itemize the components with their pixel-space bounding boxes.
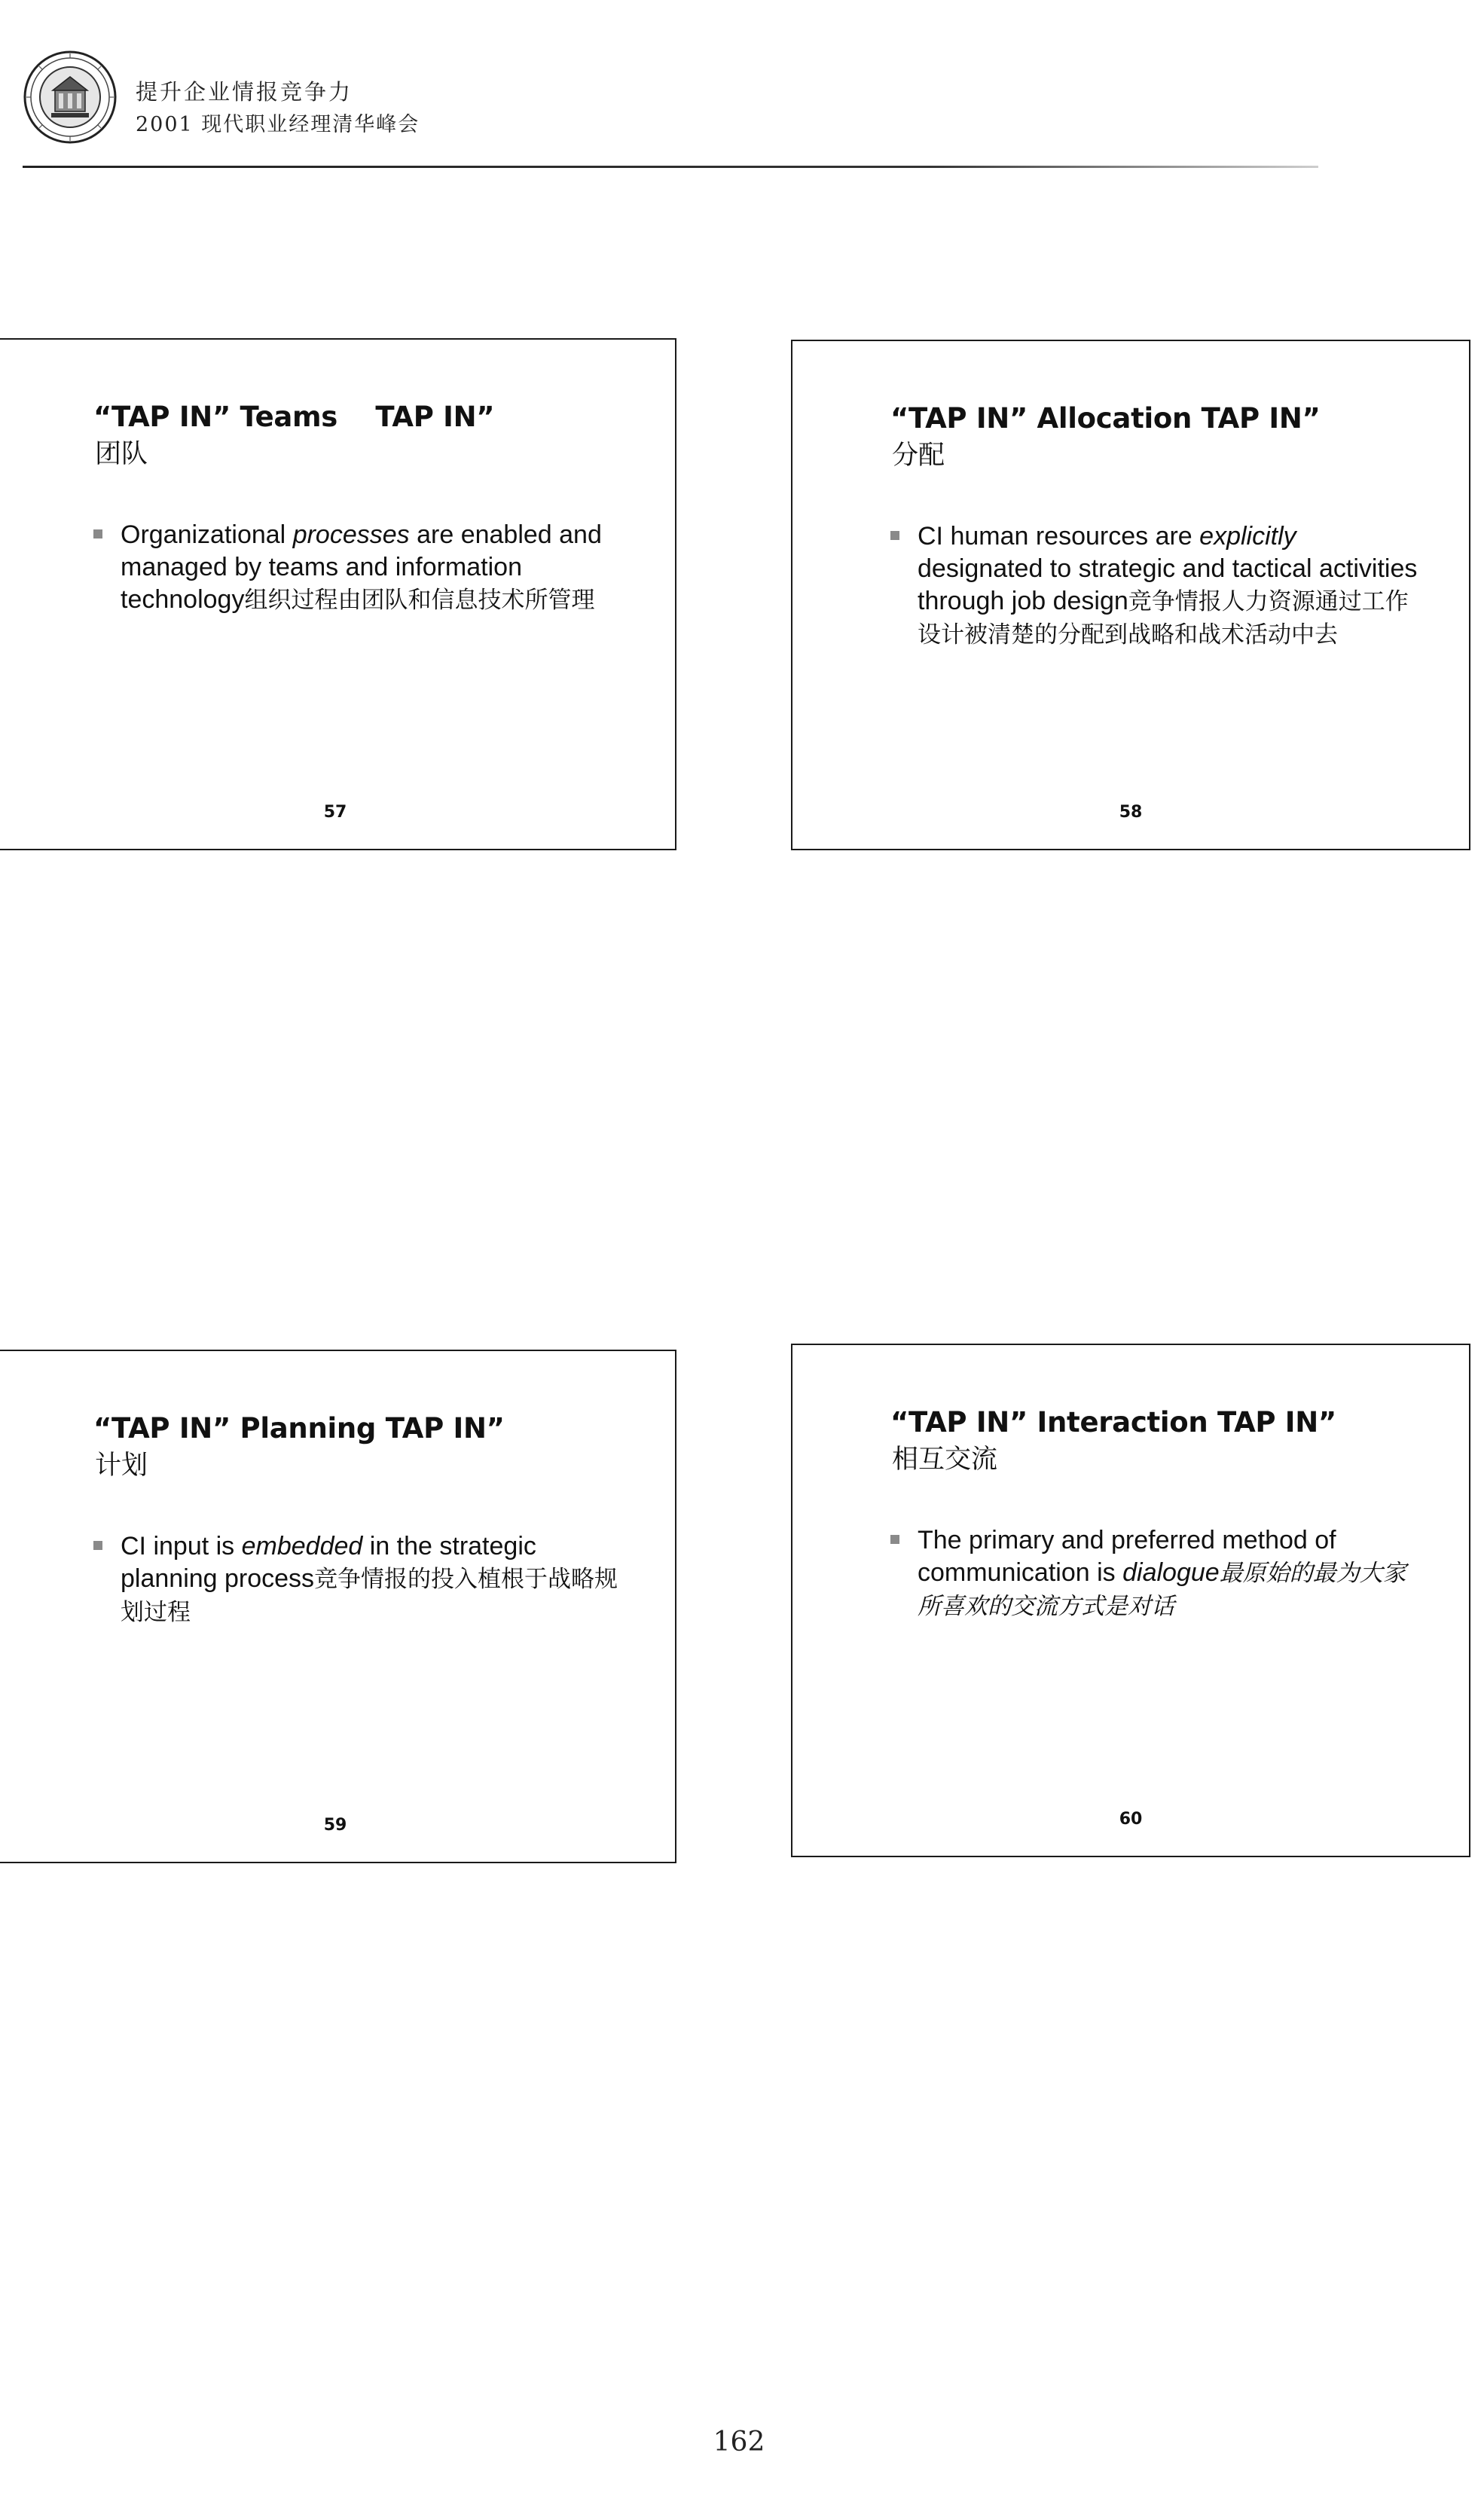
bullet-run-chinese: 竞争情报人力资源通过工作设计被清楚的分配到战略和战术活动中去	[918, 588, 1409, 648]
slide-thumbnail	[791, 1344, 1470, 1857]
bullet-run: are enabled and managed by teams and information technology	[121, 520, 602, 614]
slide-number: 59	[323, 1816, 347, 1835]
bullet-run-chinese: 组织过程由团队和信息技术所管理	[244, 587, 595, 614]
university-seal-logo	[23, 50, 118, 145]
square-bullet-icon	[93, 529, 102, 538]
square-bullet-icon	[890, 1535, 899, 1544]
page-number: 162	[713, 2427, 765, 2457]
slide-thumbnail	[0, 338, 676, 850]
bullet-run: The primary and preferred method of communication is	[918, 1526, 1336, 1587]
slide-subtitle: 团队	[95, 439, 148, 469]
bullet-run: in the strategic planning process	[121, 1532, 536, 1593]
slide-title: “TAP IN” Interaction TAP IN”	[890, 1406, 1336, 1438]
header-text	[136, 75, 420, 142]
slide-subtitle: 计划	[95, 1451, 148, 1481]
bullet-run-italic: dialogue	[1122, 1558, 1220, 1587]
header-divider	[23, 166, 1318, 168]
bullet-item	[93, 1530, 630, 1629]
slide-thumbnail	[0, 1350, 676, 1863]
bullet-run-italic: explicitly	[1199, 522, 1296, 551]
bullet-run: designated to strategic and tactical activities through job design	[918, 554, 1418, 615]
slide-title: “TAP IN” Planning TAP IN”	[93, 1412, 505, 1445]
bullet-text	[121, 1530, 630, 1629]
slide-number: 58	[1119, 803, 1143, 822]
slide-number: 60	[1119, 1810, 1143, 1829]
bullet-run-italic: processes	[292, 520, 410, 549]
slide-subtitle: 相互交流	[892, 1445, 998, 1475]
slide-title: “TAP IN” Teams TAP IN”	[93, 401, 495, 433]
slide-title: “TAP IN” Allocation TAP IN”	[890, 402, 1321, 435]
bullet-text	[121, 519, 630, 617]
square-bullet-icon	[890, 531, 899, 540]
bullet-run-italic: embedded	[241, 1532, 363, 1561]
bullet-item	[93, 519, 630, 617]
bullet-run: CI input is	[121, 1532, 242, 1561]
bullet-item	[890, 520, 1424, 651]
slide-number: 57	[323, 803, 347, 822]
header-title: 提升企业情报竞争力	[136, 79, 353, 105]
bullet-run: CI human resources are	[918, 522, 1200, 551]
bullet-run-chinese-italic: 最原始的最为大家所喜欢的交流方式是对话	[918, 1560, 1406, 1620]
square-bullet-icon	[93, 1541, 102, 1550]
bullet-item	[890, 1524, 1424, 1623]
bullet-text	[918, 1524, 1424, 1623]
slide-subtitle: 分配	[892, 441, 945, 471]
bullet-text	[918, 520, 1424, 651]
document-header	[23, 45, 1454, 173]
slide-thumbnail	[791, 340, 1470, 850]
bullet-run-chinese: 竞争情报的投入植根于战略规划过程	[121, 1566, 618, 1626]
header-subtitle: 2001 现代职业经理清华峰会	[136, 113, 420, 136]
bullet-run: Organizational	[121, 520, 293, 549]
